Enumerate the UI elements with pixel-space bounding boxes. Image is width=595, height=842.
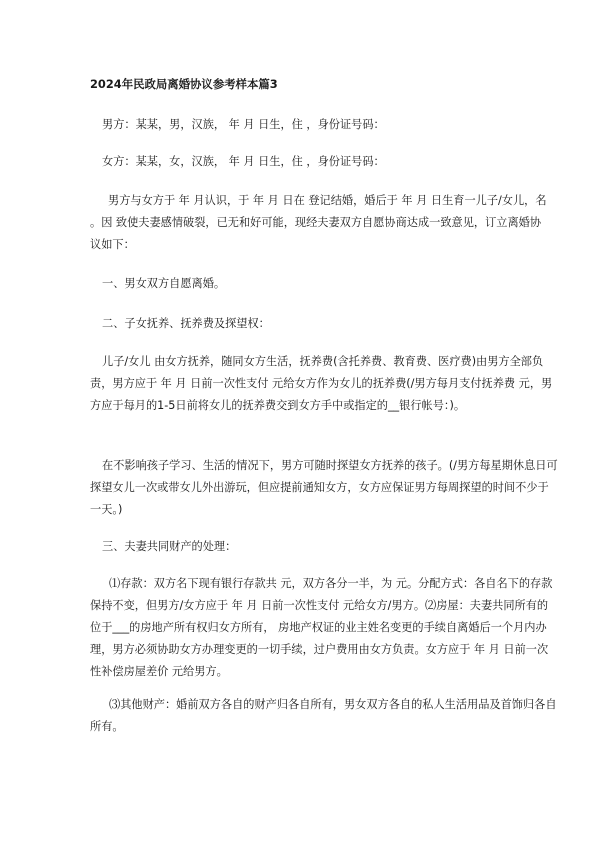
deposits-house-paragraph: ⑴存款：双方名下现有银行存款共 元，双方各分一半，为 元。分配方式：各自名下的存款保持不变，但男方/女方应于 年 月 日前一次性支付 元给女方/男方。⑵房屋：夫妻共同所有的位于___的房地产所有权归女方所有， 房地产权证的业主姓名变更的手续自离婚后一个月内办理，男方必须协助女方办理变更的一切手续，过户费用由女方负责。女方应于 年 月 日前一次性补偿房屋差价 元给男方。 (90, 577, 553, 678)
document-title: 2024年民政局离婚协议参考样本篇3 (90, 77, 278, 91)
man-info-line: 男方：某某，男，汉族， 年 月 日生，住 ，身份证号码： (102, 118, 385, 131)
section-3-heading: 三、夫妻共同财产的处理： (102, 540, 237, 553)
section-2-heading: 二、子女抚养、抚养费及探望权： (102, 317, 270, 330)
visitation-paragraph: 在不影响孩子学习、生活的情况下，男方可随时探望女方抚养的孩子。(/男方每星期休息日可探望女儿一次或带女儿外出游玩，但应提前通知女方，女方应保证男方每周探望的时间不少于一天。) (90, 459, 558, 516)
woman-info-line: 女方：某某，女，汉族， 年 月 日生，住 ，身份证号码： (102, 155, 385, 168)
intro-paragraph: 男方与女方于 年 月认识，于 年 月 日在 登记结婚，婚后于 年 月 日生育一儿子/女儿，名 。因 致使夫妻感情破裂，已无和好可能，现经夫妻双方自愿协商达成一致意见，订立离婚协议如下： (90, 194, 547, 251)
custody-paragraph: 儿子/女儿 由女方抚养，随同女方生活，抚养费(含托养费、教育费、医疗费)由男方全部负责，男方应于 年 月 日前一次性支付 元给女方作为女儿的抚养费(/男方每月支付抚养费 元，男方应于每月的1-5日前将女儿的抚养费交到女方手中或指定的__银行帐号：)。 (90, 355, 553, 412)
section-1-heading: 一、男女双方自愿离婚。 (102, 277, 226, 290)
other-property-paragraph: ⑶其他财产：婚前双方各自的财产归各自所有，男女双方各自的私人生活用品及首饰归各自所有。 (90, 698, 557, 733)
